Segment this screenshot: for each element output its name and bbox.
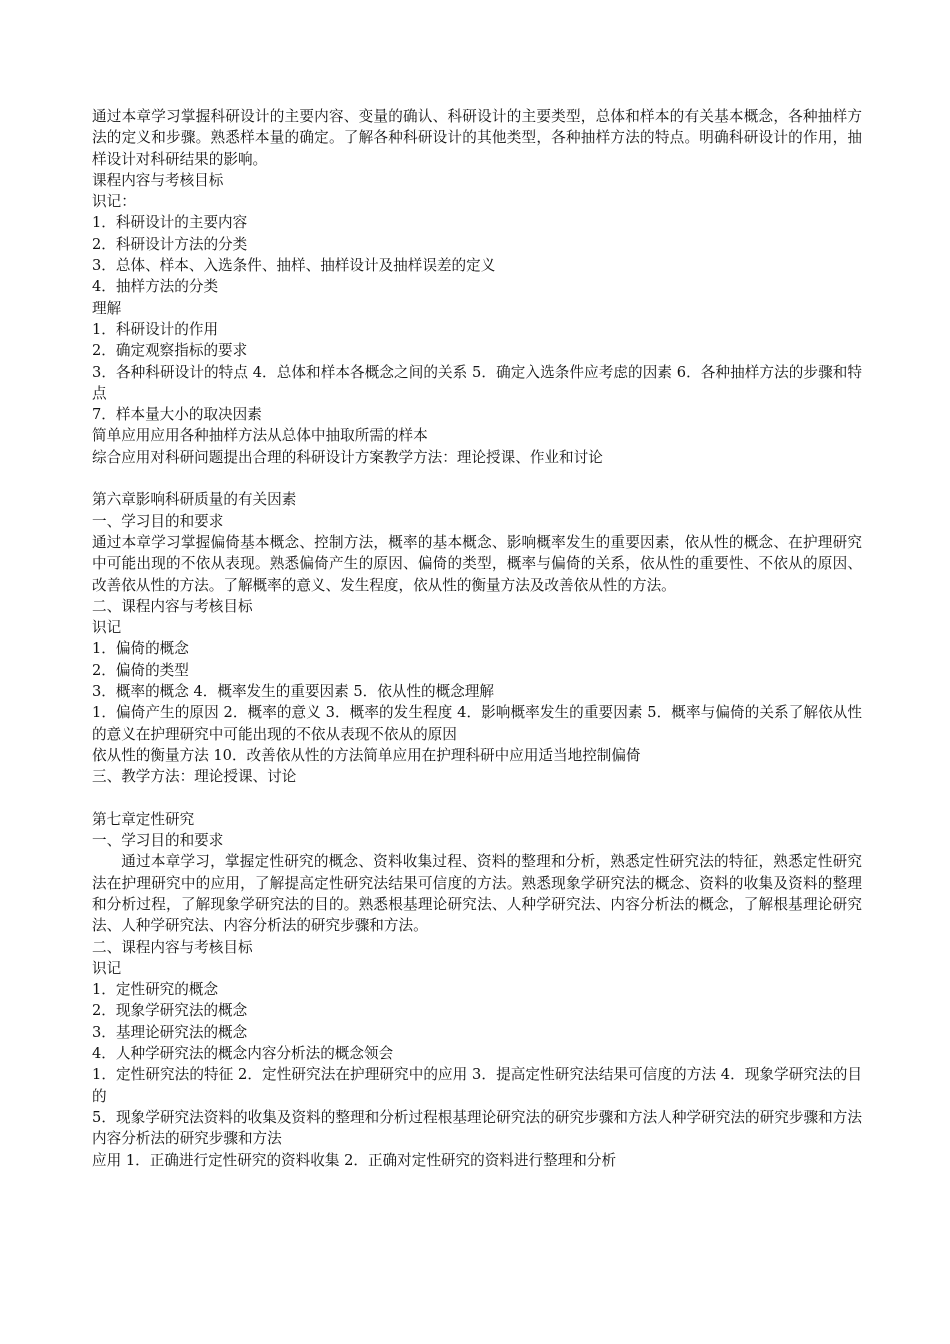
list-item: 4．抽样方法的分类 [92, 278, 219, 296]
list-item: 2．现象学研究法的概念 [92, 1002, 248, 1020]
body-paragraph: 通过本章学习掌握偏倚基本概念、控制方法，概率的基本概念、影响概率发生的重要因素，依从性的概念、在护理研究中可能出现的不依从表现。熟悉偏倚产生的原因、偏倚的类型，概率与偏倚的关系，依从性的重要性、不依从的原因、改善依从性的方法。了解概率的意义、发生程度，依从性的衡量方法及改善依从性的方法。 [92, 533, 862, 594]
chapter-title: 第六章影响科研质量的有关因素 [92, 491, 297, 509]
list-item: 3．基理论研究法的概念 [92, 1023, 248, 1041]
list-item: 1．定性研究法的特征 2．定性研究法在护理研究中的应用 3．提高定性研究法结果可信度的方法 4．现象学研究法的目的 [92, 1066, 862, 1105]
list-item: 1．偏倚的概念 [92, 640, 189, 658]
section-heading: 二、课程内容与考核目标 [92, 597, 253, 615]
subheading-understand: 理解 [92, 299, 122, 317]
section-heading: 三、教学方法：理论授课、讨论 [92, 768, 297, 786]
list-item: 1．科研设计的主要内容 [92, 214, 248, 232]
document-body [92, 106, 862, 1171]
subheading-memorize: 识记 [92, 959, 122, 977]
section-heading: 二、课程内容与考核目标 [92, 938, 253, 956]
subheading-memorize: 识记 [92, 619, 122, 637]
text-line: 简单应用应用各种抽样方法从总体中抽取所需的样本 [92, 427, 428, 445]
list-item: 1．定性研究的概念 [92, 981, 219, 999]
list-item: 4．人种学研究法的概念内容分析法的概念领会 [92, 1045, 394, 1063]
blank-line [92, 468, 862, 489]
body-paragraph: 通过本章学习，掌握定性研究的概念、资料收集过程、资料的整理和分析，熟悉定性研究法的特征，熟悉定性研究法在护理研究中的应用，了解提高定性研究法结果可信度的方法。熟悉现象学研究法的概念、资料的收集及资料的整理和分析过程，了解现象学研究法的目的。熟悉根基理论研究法、人种学研究法、内容分析法的概念，了解根基理论研究法、人种学研究法、内容分析法的研究步骤和方法。 [92, 853, 862, 935]
list-item: 3．概率的概念 4．概率发生的重要因素 5．依从性的概念理解 [92, 683, 494, 701]
list-item: 2．确定观察指标的要求 [92, 342, 248, 360]
intro-paragraph: 通过本章学习掌握科研设计的主要内容、变量的确认、科研设计的主要类型，总体和样本的有关基本概念，各种抽样方法的定义和步骤。熟悉样本量的确定。了解各种科研设计的其他类型，各种抽样方法的特点。明确科研设计的作用，抽样设计对科研结果的影响。 [92, 108, 862, 168]
list-item: 1．偏倚产生的原因 2．概率的意义 3．概率的发生程度 4．影响概率发生的重要因素 5．概率与偏倚的关系了解依从性的意义在护理研究中可能出现的不依从表现不依从的原因 [92, 704, 862, 743]
section-heading: 课程内容与考核目标 [92, 171, 224, 189]
list-item: 7．样本量大小的取决因素 [92, 406, 262, 424]
list-item: 1．科研设计的作用 [92, 320, 219, 338]
blank-line [92, 788, 862, 809]
list-item: 2．偏倚的类型 [92, 661, 189, 679]
chapter-title: 第七章定性研究 [92, 810, 195, 828]
list-item: 2．科研设计方法的分类 [92, 235, 248, 253]
list-item: 3．总体、样本、入选条件、抽样、抽样设计及抽样误差的定义 [92, 257, 496, 275]
text-line: 依从性的衡量方法 10．改善依从性的方法简单应用在护理科研中应用适当地控制偏倚 [92, 746, 641, 764]
section-heading: 一、学习目的和要求 [92, 832, 224, 850]
section-heading: 一、学习目的和要求 [92, 512, 224, 530]
text-line: 应用 1．正确进行定性研究的资料收集 2．正确对定性研究的资料进行整理和分析 [92, 1151, 617, 1169]
subheading-memorize: 识记： [92, 193, 136, 211]
list-item: 3．各种科研设计的特点 4．总体和样本各概念之间的关系 5．确定入选条件应考虑的因素 6．各种抽样方法的步骤和特点 [92, 363, 862, 402]
list-item: 5．现象学研究法资料的收集及资料的整理和分析过程根基理论研究法的研究步骤和方法人种学研究法的研究步骤和方法内容分析法的研究步骤和方法 [92, 1108, 862, 1148]
text-line: 综合应用对科研问题提出合理的科研设计方案教学方法：理论授课、作业和讨论 [92, 448, 603, 466]
